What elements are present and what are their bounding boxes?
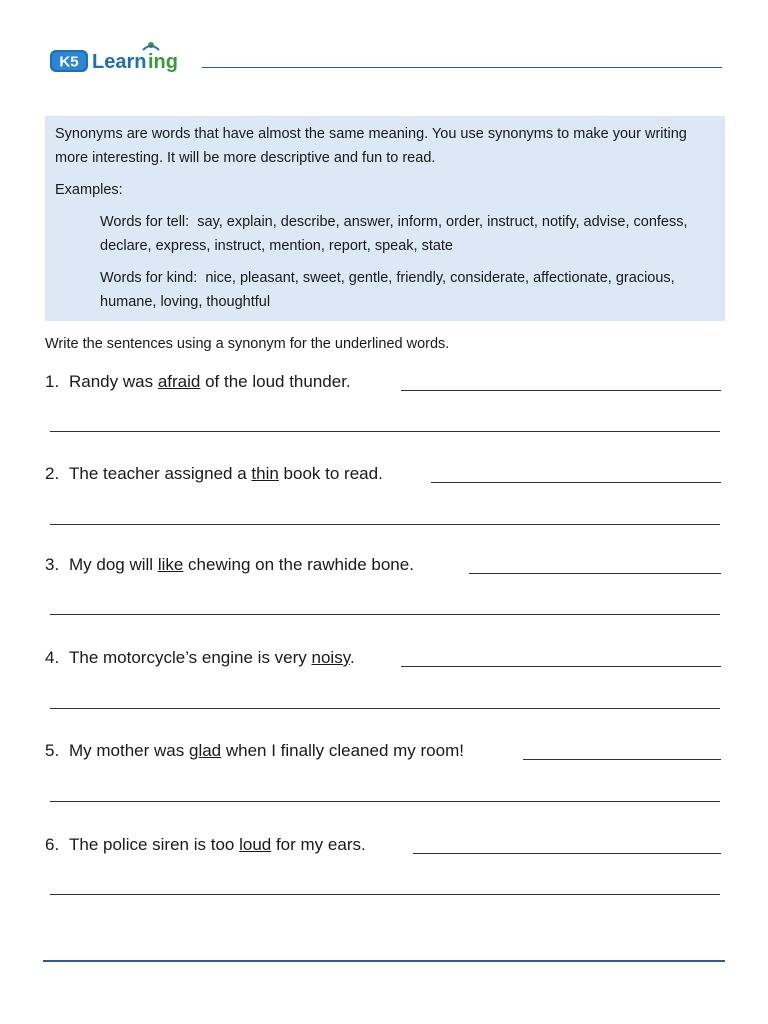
k5-learning-logo bbox=[48, 38, 190, 78]
page-header bbox=[48, 38, 724, 78]
answer-blank-short[interactable] bbox=[401, 390, 721, 391]
svg-text:ing: ing bbox=[148, 51, 178, 73]
answer-blank-short[interactable] bbox=[401, 666, 721, 667]
question-5 bbox=[45, 739, 721, 763]
footer-rule bbox=[43, 960, 725, 962]
svg-text:Learn: Learn bbox=[92, 51, 147, 73]
question-text-before: The police siren is too bbox=[69, 835, 240, 854]
question-4 bbox=[45, 646, 721, 670]
question-number: 1. bbox=[45, 372, 60, 391]
answer-line-3[interactable] bbox=[50, 614, 720, 615]
question-text-after: when I finally cleaned my room! bbox=[221, 741, 464, 760]
answer-line-1[interactable] bbox=[50, 431, 720, 432]
question-text-after: of the loud thunder. bbox=[200, 372, 351, 391]
question-number: 4. bbox=[45, 648, 60, 667]
question-3 bbox=[45, 553, 721, 577]
answer-blank-short[interactable] bbox=[523, 759, 721, 760]
answer-blank-short[interactable] bbox=[413, 853, 721, 854]
answer-blank-short[interactable] bbox=[431, 482, 721, 483]
answer-line-6[interactable] bbox=[50, 894, 720, 895]
question-text-after: for my ears. bbox=[271, 835, 366, 854]
question-text-before: The motorcycle’s engine is very bbox=[69, 648, 312, 667]
answer-blank-short[interactable] bbox=[469, 573, 721, 574]
question-number: 2. bbox=[45, 464, 60, 483]
question-text-after: . bbox=[349, 648, 355, 667]
question-text-before: My dog will bbox=[69, 555, 158, 574]
underlined-word: noisy bbox=[311, 648, 350, 667]
instructions: Write the sentences using a synonym for the underlined words. bbox=[45, 336, 450, 352]
answer-line-4[interactable] bbox=[50, 708, 720, 709]
example-kind bbox=[55, 266, 715, 314]
svg-text:K5: K5 bbox=[59, 53, 79, 71]
question-text-after: chewing on the rawhide bone. bbox=[183, 555, 414, 574]
intro-box bbox=[45, 116, 725, 321]
question-text-before: Randy was bbox=[69, 372, 158, 391]
question-text-before: The teacher assigned a bbox=[69, 464, 252, 483]
header-rule bbox=[202, 67, 722, 68]
question-text-before: My mother was bbox=[69, 741, 189, 760]
question-number: 6. bbox=[45, 835, 60, 854]
examples-label: Examples: bbox=[55, 182, 123, 198]
underlined-word: loud bbox=[239, 835, 272, 854]
question-6 bbox=[45, 833, 721, 857]
question-text-after: book to read. bbox=[278, 464, 383, 483]
example-words: say, explain, describe, answer, inform, order, instruct, notify, advise, confess, declare, express, instruct, mention, report, speak, state bbox=[100, 214, 688, 254]
underlined-word: afraid bbox=[157, 372, 201, 391]
example-tell bbox=[55, 210, 715, 258]
underlined-word: thin bbox=[251, 464, 279, 483]
question-1 bbox=[45, 370, 721, 394]
example-label: Words for kind: bbox=[100, 270, 198, 286]
intro-text: Synonyms are words that have almost the same meaning. You use synonyms to make your writing more interesting. It will be more descriptive and fun to read. bbox=[55, 126, 687, 166]
underlined-word: glad bbox=[188, 741, 222, 760]
answer-line-2[interactable] bbox=[50, 524, 720, 525]
question-number: 3. bbox=[45, 555, 60, 574]
example-words: nice, pleasant, sweet, gentle, friendly, considerate, affectionate, gracious, humane, loving, thoughtful bbox=[100, 270, 675, 310]
underlined-word: like bbox=[157, 555, 184, 574]
example-label: Words for tell: bbox=[100, 214, 190, 230]
question-number: 5. bbox=[45, 741, 60, 760]
question-2 bbox=[45, 462, 721, 486]
answer-line-5[interactable] bbox=[50, 801, 720, 802]
